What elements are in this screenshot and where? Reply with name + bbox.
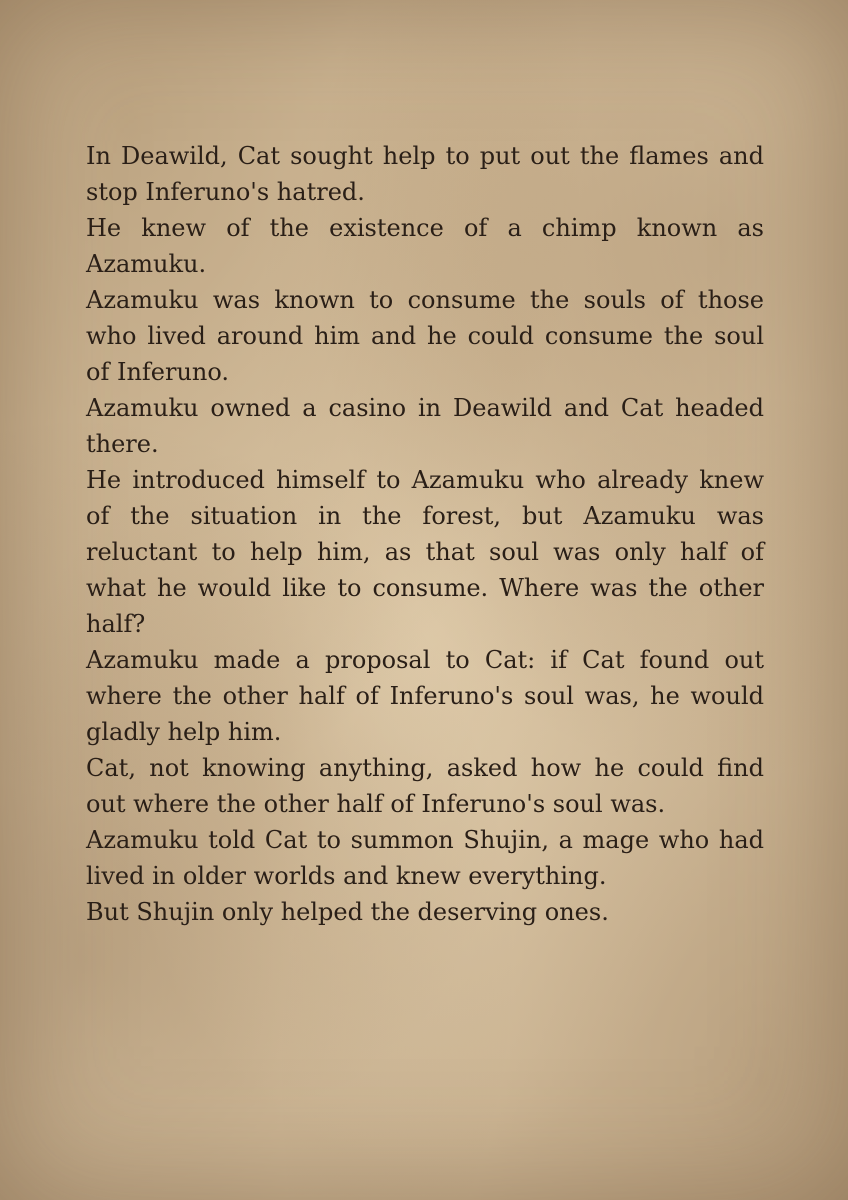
story-page [86,138,764,930]
paragraph: He introduced himself to Azamuku who already knew of the situation in the forest, but Azamuku was reluctant to help him, as that soul was only half of what he would like to consume. Where was the other half? [86,466,764,638]
paragraph: Azamuku was known to consume the souls of those who lived around him and he could consume the soul of Inferuno. [86,286,764,386]
paragraph: In Deawild, Cat sought help to put out the flames and stop Inferuno's hatred. [86,142,764,206]
paragraph: He knew of the existence of a chimp known as Azamuku. [86,214,764,278]
paragraph: Azamuku made a proposal to Cat: if Cat found out where the other half of Inferuno's soul was, he would gladly help him. [86,646,764,746]
paragraph: But Shujin only helped the deserving ones. [86,898,609,926]
paragraph: Azamuku owned a casino in Deawild and Cat headed there. [86,394,764,458]
paragraph: Azamuku told Cat to summon Shujin, a mage who had lived in older worlds and knew everything. [86,826,764,890]
paragraph: Cat, not knowing anything, asked how he could find out where the other half of Inferuno's soul was. [86,754,764,818]
